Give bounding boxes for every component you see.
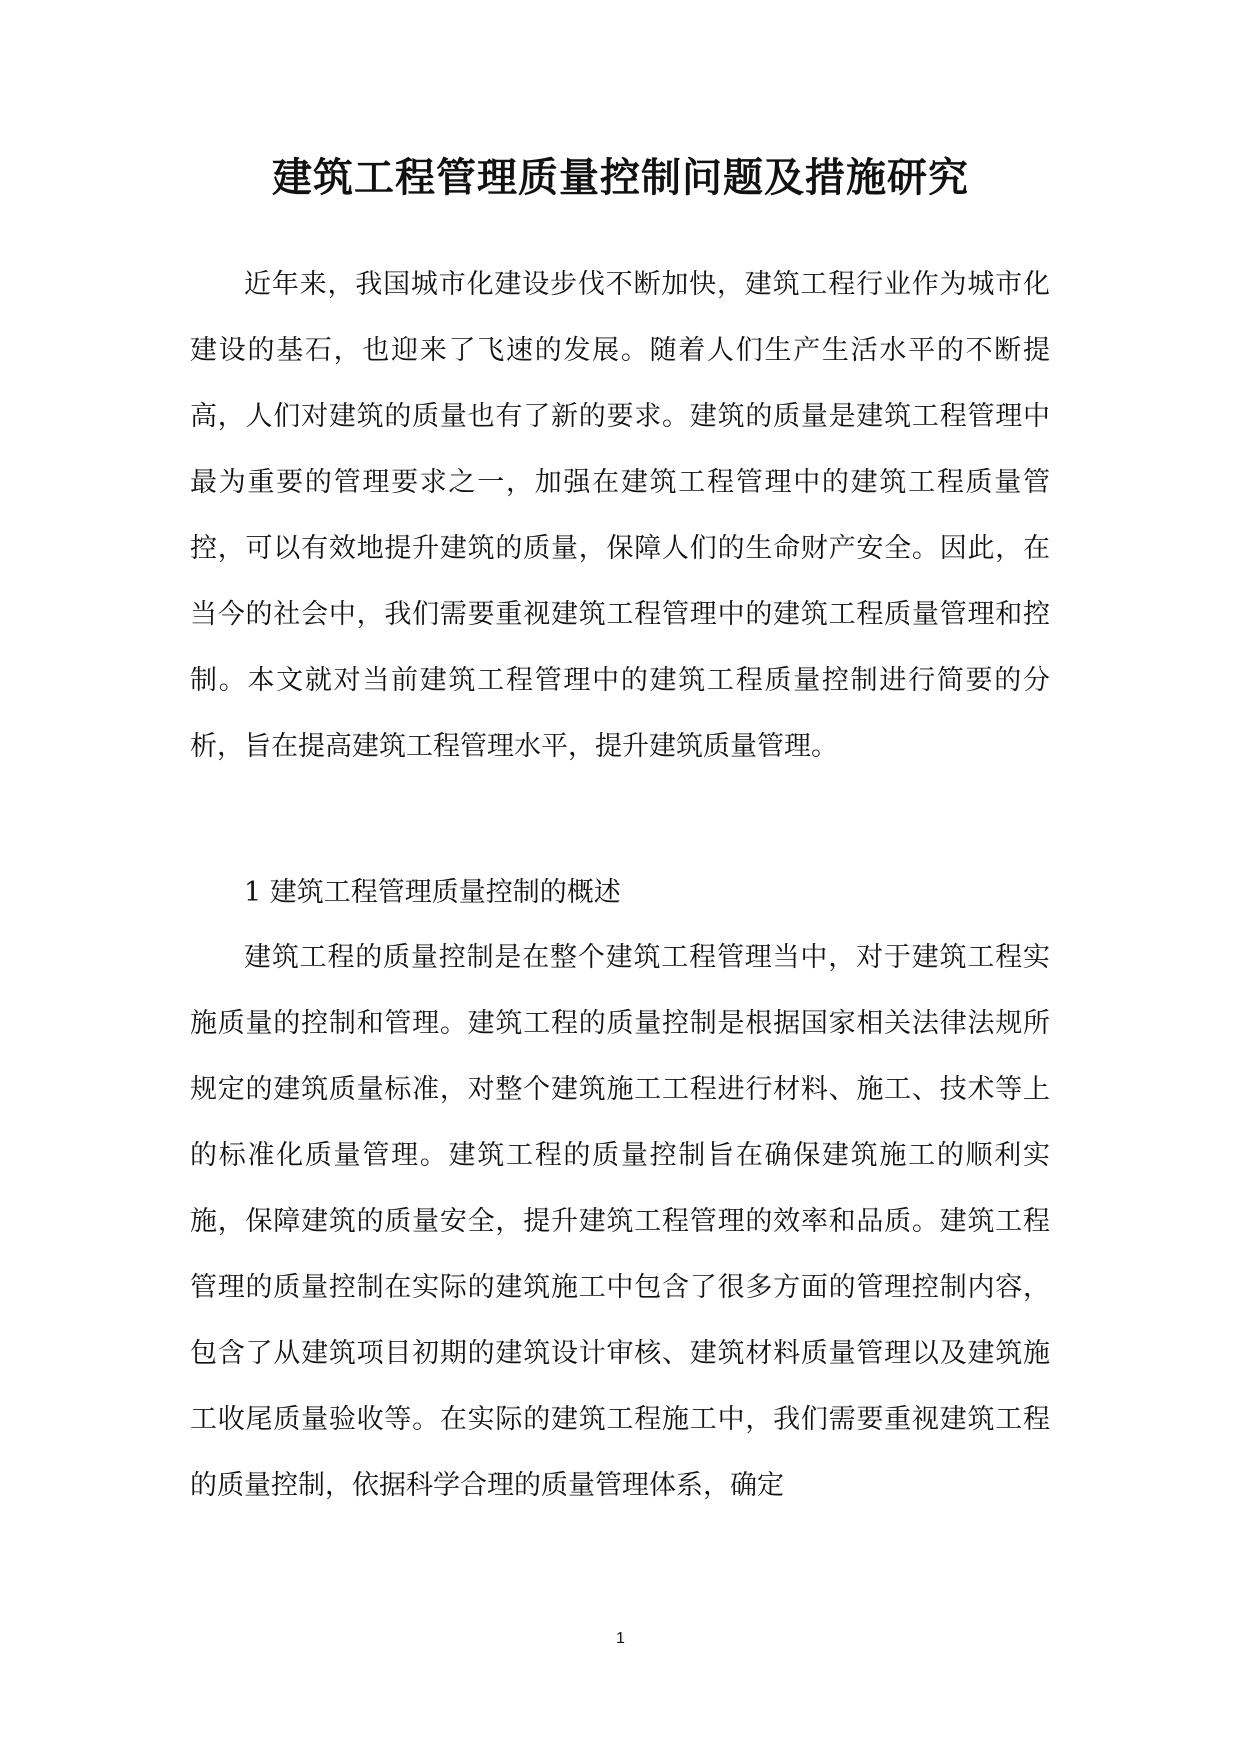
section-heading: 1 建筑工程管理质量控制的概述 (244, 877, 621, 908)
intro-paragraph: 近年来，我国城市化建设步伐不断加快，建筑工程行业作为城市化建设的基石，也迎来了飞速的发展。随着人们生产生活水平的不断提高，人们对建筑的质量也有了新的要求。建筑的质量是建筑工程管理中最为重要的管理要求之一，加强在建筑工程管理中的建筑工程质量管控，可以有效地提升建筑的质量，保障人们的生命财产安全。因此，在当今的社会中，我们需要重视建筑工程管理中的建筑工程质量管理和控制。本文就对当前建筑工程管理中的建筑工程质量控制进行简要的分析，旨在提高建筑工程管理水平，提升建筑质量管理。 (190, 269, 1050, 762)
section-heading-block (190, 860, 1050, 926)
section-paragraph-block (190, 925, 1050, 1519)
page-number: 1 (616, 1630, 625, 1647)
section-paragraph: 建筑工程的质量控制是在整个建筑工程管理当中，对于建筑工程实施质量的控制和管理。建筑工程的质量控制是根据国家相关法律法规所规定的建筑质量标准，对整个建筑施工工程进行材料、施工、技术等上的标准化质量管理。建筑工程的质量控制旨在确保建筑施工的顺利实施，保障建筑的质量安全，提升建筑工程管理的效率和品质。建筑工程管理的质量控制在实际的建筑施工中包含了很多方面的管理控制内容，包含了从建筑项目初期的建筑设计审核、建筑材料质量管理以及建筑施工收尾质量验收等。在实际的建筑工程施工中，我们需要重视建筑工程的质量控制，依据科学合理的质量管理体系，确定 (190, 942, 1050, 1501)
document-title: 建筑工程管理质量控制问题及措施研究 (272, 154, 969, 201)
intro-paragraph-block (190, 252, 1050, 780)
